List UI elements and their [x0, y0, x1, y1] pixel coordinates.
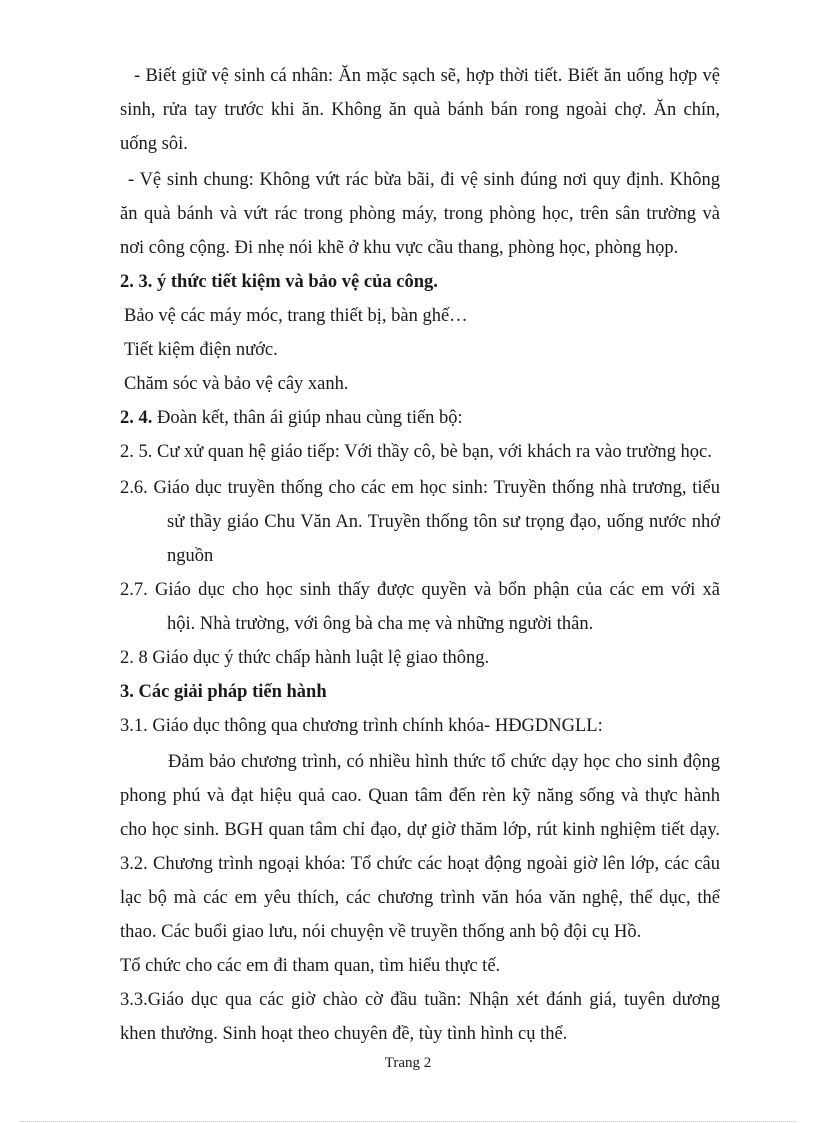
text-line: lạc bộ mà các em yêu thích, các chương trình văn hóa văn nghệ, thể dục, thể [120, 888, 720, 908]
text-line: Tổ chức cho các em đi tham quan, tìm hiểu thực tế. [120, 956, 501, 976]
page-bottom-divider [20, 1121, 796, 1122]
text-line: - Vệ sinh chung: Không vứt rác bừa bãi, đi vệ sinh đúng nơi quy định. Không [128, 170, 720, 190]
section-text: Đoàn kết, thân ái giúp nhau cùng tiến bộ: [152, 408, 463, 428]
text-line: sử thầy giáo Chu Văn An. Truyền thống tôn sư trọng đạo, uống nước nhớ [167, 512, 720, 532]
text-line: 2. 5. Cư xử quan hệ giáo tiếp: Với thầy cô, bè bạn, với khách ra vào trường học. [120, 442, 712, 462]
text-line: Bảo vệ các máy móc, trang thiết bị, bàn ghế… [124, 306, 468, 326]
text-line: khen thưởng. Sinh hoạt theo chuyên đề, tùy tình hình cụ thể. [120, 1024, 568, 1044]
text-line: thao. Các buổi giao lưu, nói chuyện về truyền thống anh bộ đội cụ Hồ. [120, 922, 642, 942]
page-number-footer: Trang 2 [384, 1055, 432, 1071]
text-line: sinh, rửa tay trước khi ăn. Không ăn quà bánh bán rong ngoài chợ. Ăn chín, [120, 100, 720, 120]
text-line: 3.2. Chương trình ngoại khóa: Tổ chức các hoạt động ngoài giờ lên lớp, các câu [120, 854, 720, 874]
text-line: 3.3.Giáo dục qua các giờ chào cờ đầu tuần: Nhận xét đánh giá, tuyên dương [120, 990, 720, 1010]
text-line: ăn quà bánh và vứt rác trong phòng máy, trong phòng học, trên sân trường và [120, 204, 720, 224]
text-line: Tiết kiệm điện nước. [124, 340, 278, 360]
text-line: phong phú và đạt hiệu quả cao. Quan tâm đến rèn kỹ năng sống và thực hành [120, 786, 720, 806]
text-line: Đảm bảo chương trình, có nhiều hình thức tổ chức dạy học cho sinh động [168, 752, 720, 772]
text-line: 2.7. Giáo dục cho học sinh thấy được quyền và bổn phận của các em với xã [120, 580, 720, 600]
text-line: cho học sinh. BGH quan tâm chỉ đạo, dự giờ thăm lớp, rút kinh nghiệm tiết dạy. [120, 820, 720, 840]
text-line: 2. 8 Giáo dục ý thức chấp hành luật lệ giao thông. [120, 648, 490, 668]
section-heading: 3. Các giải pháp tiến hành [120, 682, 327, 702]
section-number: 2. 4. [120, 408, 153, 428]
text-line: Chăm sóc và bảo vệ cây xanh. [124, 374, 349, 394]
text-line: nơi công cộng. Đi nhẹ nói khẽ ở khu vực cầu thang, phòng học, phòng họp. [120, 238, 679, 258]
text-line: uống sôi. [120, 134, 188, 154]
text-line: 3.1. Giáo dục thông qua chương trình chính khóa- HĐGDNGLL: [120, 716, 603, 736]
text-line: nguồn [167, 546, 214, 566]
section-heading: 2. 3. ý thức tiết kiệm và bảo vệ của công. [120, 272, 438, 292]
text-line [120, 406, 816, 430]
text-line: - Biết giữ vệ sinh cá nhân: Ăn mặc sạch sẽ, hợp thời tiết. Biết ăn uống hợp vệ [134, 66, 720, 86]
text-line: 2.6. Giáo dục truyền thống cho các em học sinh: Truyền thống nhà trương, tiểu [120, 478, 720, 498]
text-line: hội. Nhà trường, với ông bà cha mẹ và những người thân. [167, 614, 594, 634]
